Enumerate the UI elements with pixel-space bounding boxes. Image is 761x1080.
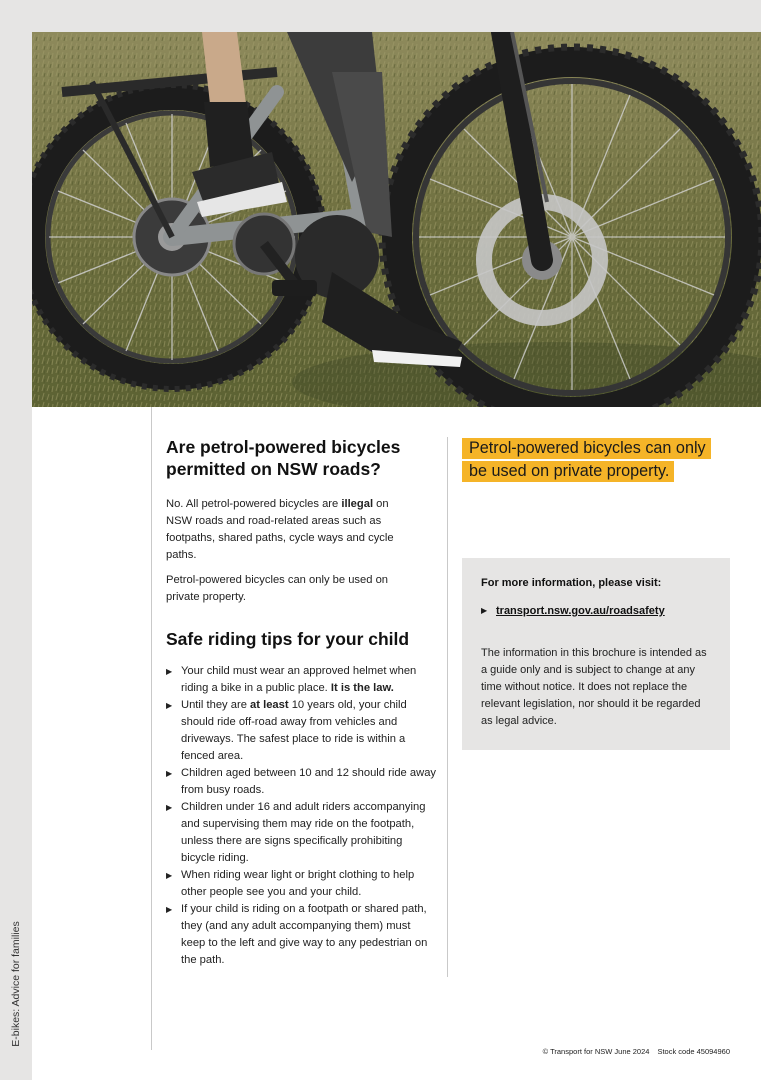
tip-item: ▶ Until they are at least 10 years old, your child should ride off-road away from vehicles and driveways. The safest place to ride is within a fenced area. (166, 699, 407, 762)
bullet-icon: ▶ (166, 871, 173, 880)
tip-item: ▶ Children under 16 and adult riders accompanying and supervising them may ride on the footpath, unless there are signs specifically prohibiting bicycle riding. (166, 801, 426, 864)
bullet-icon: ▶ (166, 803, 173, 812)
main-column (166, 436, 436, 969)
more-info-link-row (481, 603, 712, 619)
bullet-icon: ▶ (166, 667, 173, 676)
middle-column-rule (447, 437, 448, 977)
callout-line-1: Petrol-powered bicycles can only (462, 438, 711, 459)
callout-line-2: be used on private property. (462, 461, 674, 482)
tip-item: ▶ When riding wear light or bright clothing to help other people see you and your child. (166, 869, 415, 898)
illegal-emphasis: illegal (341, 498, 374, 510)
stock-code: Stock code 45094960 (657, 1047, 730, 1056)
roadsafety-link[interactable]: transport.nsw.gov.au/roadsafety (496, 605, 665, 617)
left-margin-strip (0, 0, 32, 1080)
bullet-icon: ▶ (166, 769, 173, 778)
tip-item: ▶ Children aged between 10 and 12 should ride away from busy roads. (166, 767, 437, 796)
bullet-icon: ▶ (166, 701, 173, 710)
more-info-heading: For more information, please visit: (481, 577, 662, 589)
tips-heading: Safe riding tips for your child (166, 629, 410, 649)
callout-highlight (462, 437, 732, 483)
disclaimer-text: The information in this brochure is intended as a guide only and is subject to change at any time without notice. It does not replace the relevant legislation, nor should it be regarded as legal advice. (481, 647, 707, 727)
petrol-paragraph-2: Petrol-powered bicycles can only be used on private property. (166, 574, 389, 603)
side-label: E-bikes: Advice for families (10, 921, 22, 1047)
copyright-text: © Transport for NSW June 2024 (542, 1047, 650, 1056)
hero-photo (32, 32, 761, 407)
footer (543, 1047, 730, 1056)
bullet-icon: ▶ (166, 905, 173, 914)
petrol-paragraph-1 (166, 496, 406, 564)
tips-list (166, 663, 436, 969)
bullet-icon: ▶ (481, 606, 488, 615)
tip-item: ▶ If your child is riding on a footpath or shared path, they (and any adult accompanying them) must keep to the left and give way to any pedestrian on the path. (166, 903, 428, 966)
petrol-para1-text-end: on NSW roads and road-related areas such as footpaths, shared paths, cycle ways and cycle paths. (166, 498, 394, 561)
ebike-illustration (32, 32, 761, 407)
petrol-heading: Are petrol-powered bicycles permitted on NSW roads? (166, 437, 401, 479)
petrol-para1-text: No. All petrol-powered bicycles are (166, 498, 342, 510)
more-info-panel (462, 558, 730, 750)
top-margin-strip (0, 0, 761, 32)
tip-item: ▶ Your child must wear an approved helmet when riding a bike in a public place. It is the law. (166, 665, 417, 694)
left-column-rule (151, 407, 152, 1050)
